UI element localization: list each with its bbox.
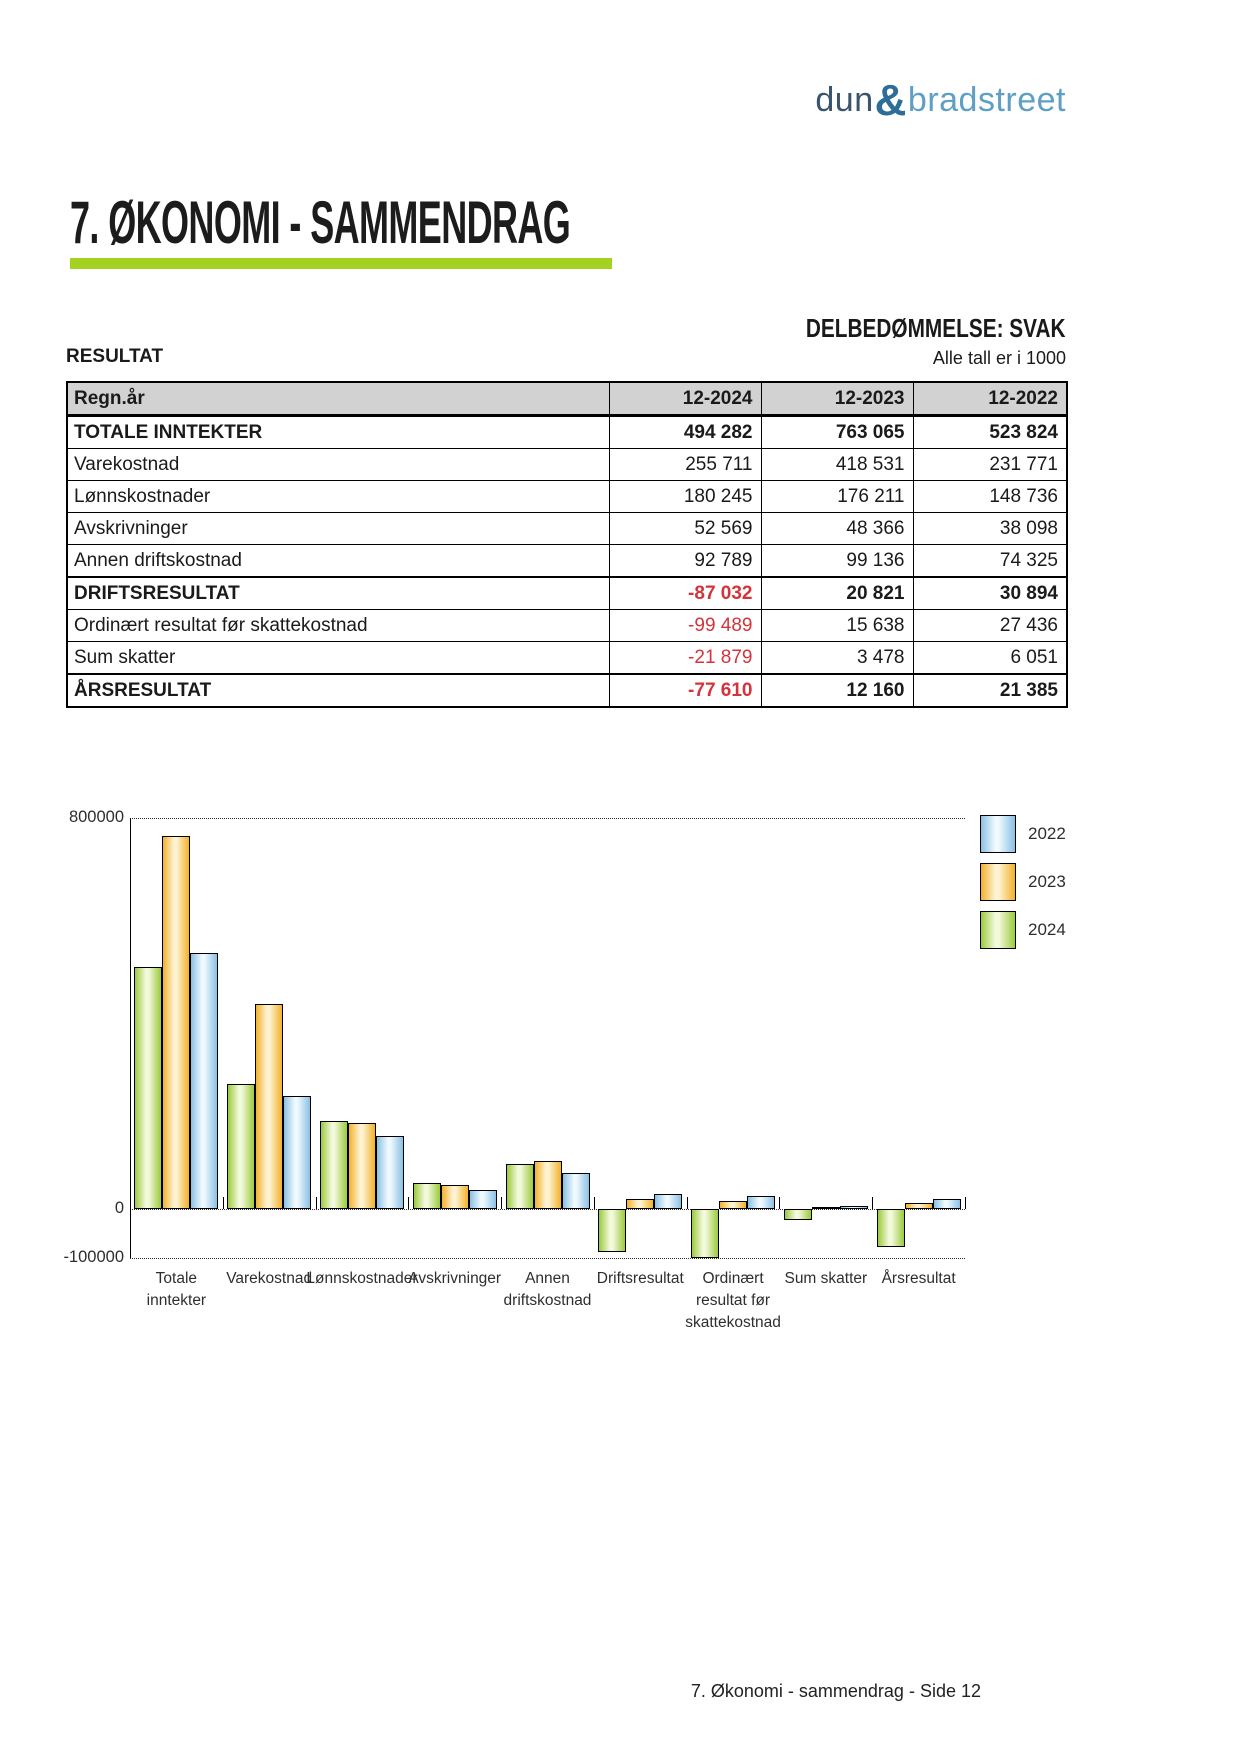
bar-2022: [562, 1173, 590, 1209]
bar-2022: [747, 1196, 775, 1209]
row-value: -77 610: [609, 674, 761, 707]
chart-gridline: [130, 1209, 965, 1210]
row-value: -99 489: [609, 610, 761, 642]
row-value: 176 211: [761, 481, 913, 513]
bar-2024: [320, 1121, 348, 1209]
category-label: [408, 1268, 501, 1290]
col-header-12-2023: 12-2023: [761, 382, 913, 416]
row-label: Lønnskostnader: [67, 481, 609, 513]
table-row: [67, 481, 1067, 513]
col-header-12-2022: 12-2022: [913, 382, 1067, 416]
row-label: Varekostnad: [67, 449, 609, 481]
row-value: 231 771: [913, 449, 1067, 481]
legend-item: [980, 863, 1100, 901]
table-row: [67, 416, 1067, 449]
row-value: 12 160: [761, 674, 913, 707]
row-value: 255 711: [609, 449, 761, 481]
bar-2024: [413, 1183, 441, 1209]
category-label-line: Varekostnad: [226, 1270, 313, 1287]
row-value: 92 789: [609, 545, 761, 578]
row-value: 494 282: [609, 416, 761, 449]
category-label-line: Sum skatter: [784, 1270, 868, 1287]
category-label: [597, 1268, 684, 1290]
row-value: 21 385: [913, 674, 1067, 707]
row-value: 99 136: [761, 545, 913, 578]
row-value: 30 894: [913, 577, 1067, 610]
col-header-regnaar: Regn.år: [67, 382, 609, 416]
row-value: 763 065: [761, 416, 913, 449]
bar-2023: [905, 1203, 933, 1209]
row-value: 6 051: [913, 642, 1067, 675]
row-label: Ordinært resultat før skattekostnad: [67, 610, 609, 642]
bar-2023: [719, 1201, 747, 1209]
bar-2022: [469, 1190, 497, 1209]
table-row: [67, 545, 1067, 578]
category-label-line: driftskostnad: [503, 1292, 592, 1309]
category-label: [504, 1268, 592, 1312]
y-axis-line: [130, 818, 131, 1258]
row-value: 74 325: [913, 545, 1067, 578]
row-value: 20 821: [761, 577, 913, 610]
row-value: -87 032: [609, 577, 761, 610]
category-label-line: Totale: [155, 1270, 198, 1287]
dnb-logo: [815, 76, 1066, 126]
category-label-line: Driftsresultat: [596, 1270, 684, 1287]
bar-2024: [227, 1084, 255, 1209]
assessment-label: DELBEDØMMELSE: SVAK: [806, 313, 1066, 343]
row-label: Annen driftskostnad: [67, 545, 609, 578]
row-value: 38 098: [913, 513, 1067, 545]
category-label-line: inntekter: [146, 1292, 207, 1309]
logo-bradstreet-text: bradstreet: [907, 81, 1066, 119]
table-row: [67, 610, 1067, 642]
category-label: [306, 1268, 417, 1290]
logo-ampersand-icon: &: [874, 76, 907, 125]
table-row: [67, 449, 1067, 481]
chart-gridline: [130, 1258, 965, 1259]
row-label: ÅRSRESULTAT: [67, 674, 609, 707]
category-separator-tick: [408, 1197, 409, 1209]
bar-2022: [376, 1136, 404, 1209]
legend-label-2022: 2022: [1028, 824, 1066, 843]
bar-2022: [933, 1199, 961, 1209]
category-separator-tick: [223, 1197, 224, 1209]
row-value: 418 531: [761, 449, 913, 481]
category-label: [882, 1268, 956, 1290]
table-body: [67, 416, 1067, 708]
category-label: [226, 1268, 312, 1290]
legend-swatch-2024: [980, 911, 1016, 949]
bar-2022: [190, 953, 218, 1209]
bar-2023: [255, 1004, 283, 1209]
category-label-line: Avskrivninger: [408, 1270, 502, 1287]
row-value: 148 736: [913, 481, 1067, 513]
bar-2024: [506, 1164, 534, 1209]
bar-2024: [691, 1209, 719, 1258]
table-row: [67, 642, 1067, 675]
bar-2023: [534, 1161, 562, 1209]
bar-2023: [626, 1199, 654, 1209]
legend-item: [980, 911, 1100, 949]
category-label-line: Annen: [525, 1270, 570, 1287]
bar-2024: [877, 1209, 905, 1247]
page-footer: 7. Økonomi - sammendrag - Side 12: [690, 1681, 981, 1701]
bar-2024: [134, 967, 162, 1209]
row-value: 523 824: [913, 416, 1067, 449]
page-title: 7. ØKONOMI - SAMMENDRAG: [70, 189, 571, 256]
row-value: 27 436: [913, 610, 1067, 642]
bar-2022: [283, 1096, 311, 1209]
bar-2022: [840, 1206, 868, 1209]
logo-dun-text: dun: [815, 81, 874, 119]
y-axis-tick-label: 800000: [68, 808, 124, 826]
bar-2024: [598, 1209, 626, 1252]
table-row: [67, 674, 1067, 707]
bar-2023: [441, 1185, 469, 1209]
table-row: [67, 513, 1067, 545]
row-value: -21 879: [609, 642, 761, 675]
legend-label-2024: 2024: [1028, 920, 1066, 939]
legend-swatch-2022: [980, 815, 1016, 853]
title-underline: [70, 258, 612, 269]
category-separator-tick: [501, 1197, 502, 1209]
category-label-line: Ordinært: [702, 1270, 764, 1287]
legend-swatch-2023: [980, 863, 1016, 901]
category-label: [685, 1268, 781, 1334]
row-label: TOTALE INNTEKTER: [67, 416, 609, 449]
table-header-row: [67, 382, 1067, 416]
category-label-line: Lønnskostnader: [306, 1270, 418, 1287]
category-label-line: skattekostnad: [685, 1314, 781, 1331]
category-separator-tick: [779, 1197, 780, 1209]
row-label: Avskrivninger: [67, 513, 609, 545]
row-label: DRIFTSRESULTAT: [67, 577, 609, 610]
category-label: [784, 1268, 867, 1290]
bar-2023: [812, 1207, 840, 1209]
row-label: Sum skatter: [67, 642, 609, 675]
category-separator-tick: [965, 1197, 966, 1209]
category-label-line: Årsresultat: [881, 1270, 956, 1287]
row-value: 48 366: [761, 513, 913, 545]
table-row: [67, 577, 1067, 610]
bar-2024: [784, 1209, 812, 1220]
bar-2023: [162, 836, 190, 1209]
row-value: 180 245: [609, 481, 761, 513]
legend-label-2023: 2023: [1028, 872, 1066, 891]
category-separator-tick: [872, 1197, 873, 1209]
y-axis-tick-label: -100000: [63, 1248, 124, 1266]
category-separator-tick: [594, 1197, 595, 1209]
col-header-12-2024: 12-2024: [609, 382, 761, 416]
row-value: 3 478: [761, 642, 913, 675]
bar-2022: [654, 1194, 682, 1209]
category-separator-tick: [316, 1197, 317, 1209]
result-table: [66, 381, 1068, 708]
table-section-label: RESULTAT: [66, 346, 164, 367]
row-value: 15 638: [761, 610, 913, 642]
y-axis-tick-label: 0: [114, 1199, 124, 1218]
chart-gridline: [130, 818, 965, 819]
category-label: [147, 1268, 206, 1312]
legend-item: [980, 815, 1100, 853]
bar-2023: [348, 1123, 376, 1209]
row-value: 52 569: [609, 513, 761, 545]
category-separator-tick: [687, 1197, 688, 1209]
category-label-line: resultat før: [696, 1292, 771, 1309]
units-note: Alle tall er i 1000: [932, 348, 1066, 368]
